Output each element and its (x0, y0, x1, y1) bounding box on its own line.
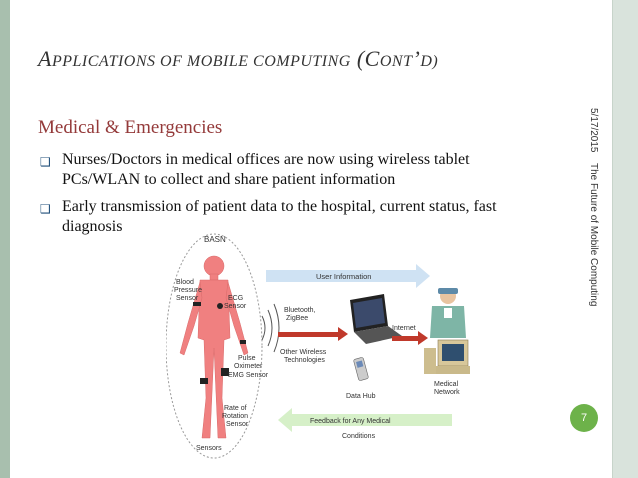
pulse-label-2: Oximeter (234, 363, 263, 370)
rotation-label-1: Rate of (224, 405, 247, 412)
rotation-label-3: Sensor (226, 421, 249, 428)
rotation-label-2: Rotation (222, 413, 249, 420)
internet-label: Internet (392, 325, 416, 332)
slide-date: 5/17/2015 (588, 108, 599, 153)
bullet-text: Early transmission of patient data to the hospital, current status, fast diagnosis (62, 198, 497, 235)
feedback-label-1: Feedback for Any Medical (310, 418, 391, 425)
blood-pressure-label-1: Blood (176, 279, 194, 286)
blood-pressure-label-2: Pressure (174, 287, 203, 294)
other-wireless-label-2: Technologies (284, 357, 325, 364)
emg-label: EMG Sensor (228, 372, 269, 379)
pulse-oximeter-clip (240, 340, 246, 344)
blood-pressure-label-3: Sensor (176, 295, 199, 302)
checkbox-bullet-icon: ❑ (40, 202, 51, 216)
right-side-panel (612, 0, 638, 478)
blood-pressure-sensor-band (193, 302, 201, 306)
basn-label: BASN (204, 235, 226, 244)
right-divider (612, 0, 613, 478)
slide-title: APPLICATIONS OF MOBILE COMPUTING (CONT’D) (38, 46, 439, 71)
data-hub-label: Data Hub (346, 393, 376, 400)
user-information-label: User Information (316, 272, 372, 281)
rotation-sensor-band (200, 378, 208, 384)
left-accent-bar (0, 0, 10, 478)
ecg-label-2: Sensor (224, 303, 247, 310)
bullet-text: Nurses/Doctors in medical offices are now using wireless tablet PCs/WLAN to collect and share patient information (62, 151, 470, 188)
medical-network-diagram (166, 228, 484, 464)
other-wireless-label-1: Other Wireless (280, 349, 327, 356)
sensors-label: Sensors (196, 445, 222, 452)
bullet-item (40, 150, 540, 190)
medical-network-label-2: Network (434, 389, 460, 396)
section-heading: Medical & Emergencies (38, 117, 223, 138)
checkbox-bullet-icon: ❑ (40, 155, 51, 169)
page-number-badge: 7 (570, 404, 598, 432)
ecg-sensor-dot (217, 303, 223, 309)
slide-footer: The Future of Mobile Computing (588, 163, 599, 307)
medical-network-label-1: Medical (434, 381, 459, 388)
bluetooth-label-2: ZigBee (286, 315, 309, 322)
bluetooth-label-1: Bluetooth, (284, 307, 316, 314)
feedback-label-2: Conditions (342, 433, 376, 440)
ecg-label-1: ECG (228, 295, 244, 302)
pulse-label-1: Pulse (238, 355, 256, 362)
